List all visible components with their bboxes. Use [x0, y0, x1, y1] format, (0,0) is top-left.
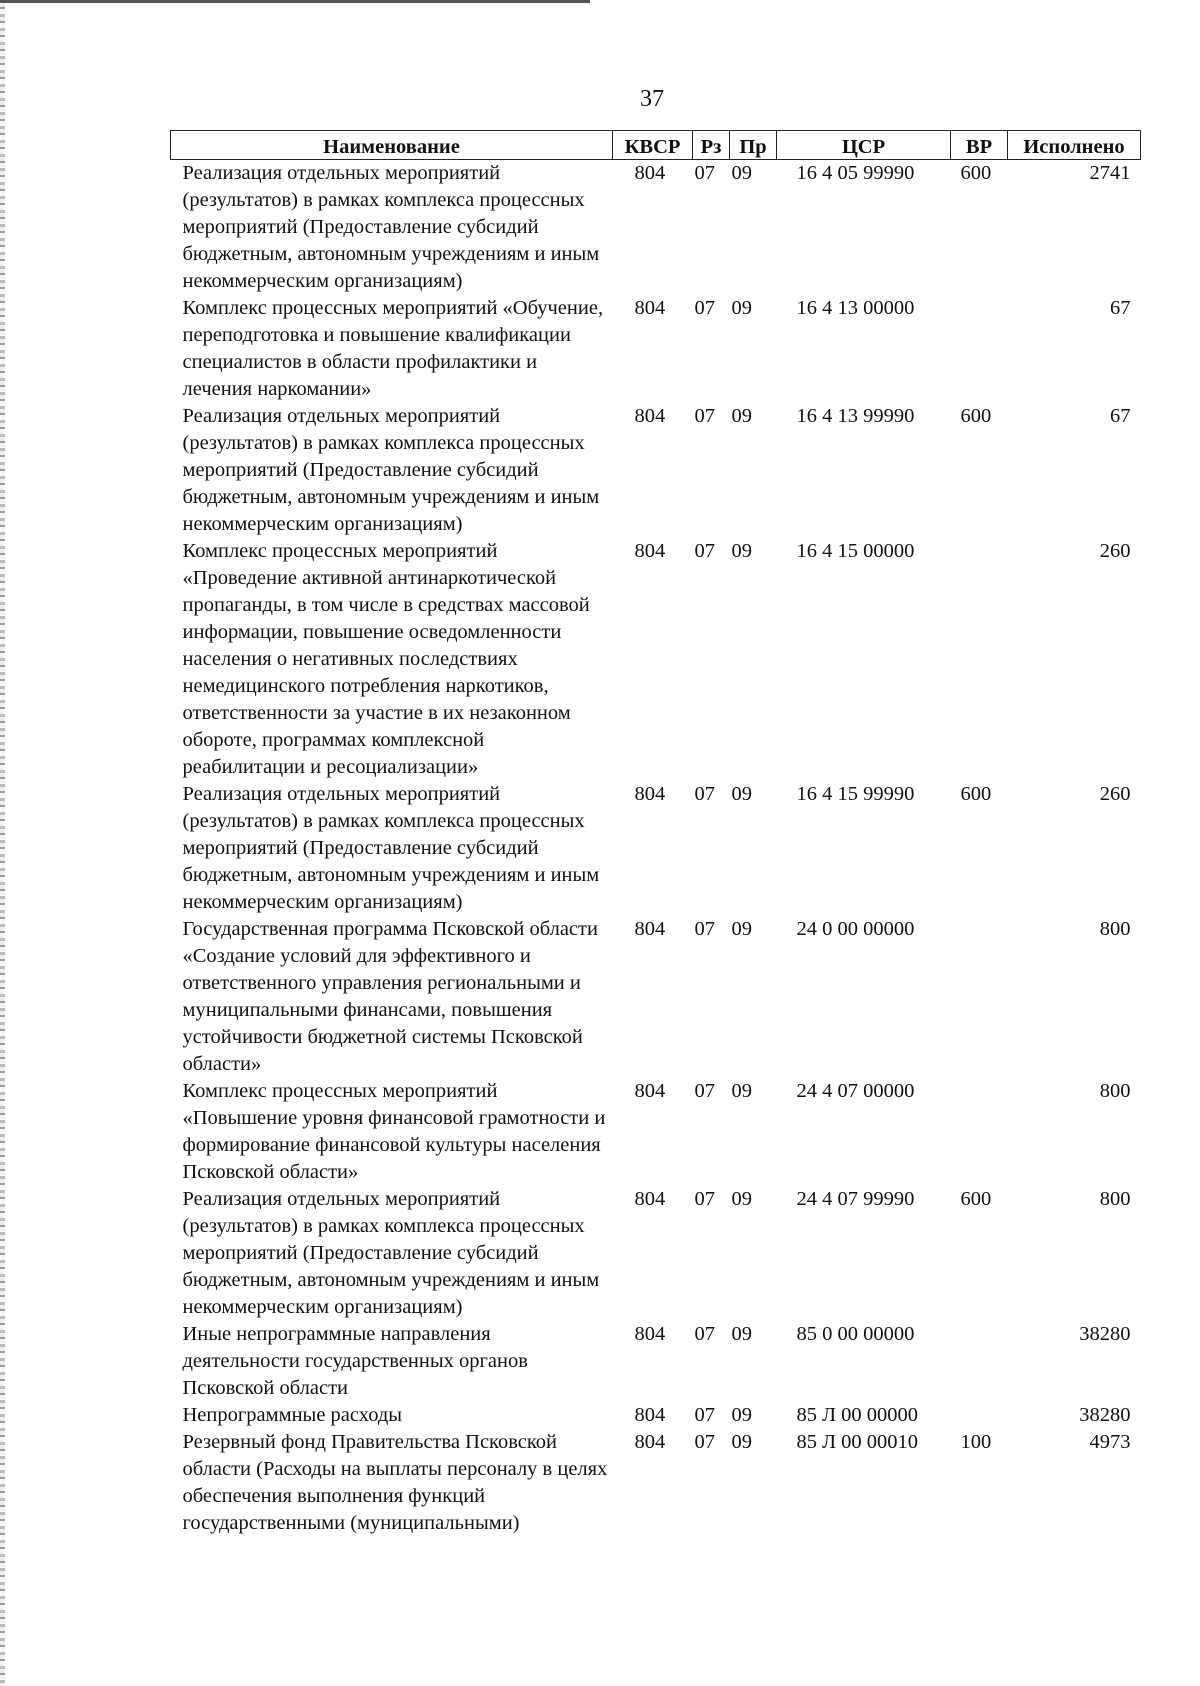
table-row	[171, 160, 1141, 296]
row-rz: 07	[694, 918, 715, 940]
row-csr: 16 4 05 99990	[796, 162, 915, 184]
row-name: Иные непрограммные направления деятельности государственных органов Псковской области	[182, 1323, 528, 1399]
row-pr: 09	[731, 405, 752, 427]
row-rz: 07	[694, 1323, 715, 1345]
row-csr: 16 4 15 99990	[796, 783, 915, 805]
row-executed: 38280	[1079, 1404, 1131, 1426]
row-name: Комплекс процессных мероприятий «Обучение, переподготовка и повышение квалификации специалистов в области профилактики и лечения наркомании»	[182, 297, 604, 400]
row-pr: 09	[731, 162, 752, 184]
row-vr: 600	[960, 162, 992, 184]
row-pr: 09	[731, 783, 752, 805]
row-executed: 67	[1110, 405, 1131, 427]
row-kvsr: 804	[634, 783, 666, 805]
row-vr: 600	[960, 405, 992, 427]
row-rz: 07	[694, 1188, 715, 1210]
page-number: 37	[640, 86, 664, 112]
row-pr: 09	[731, 297, 752, 319]
row-rz: 07	[694, 1431, 715, 1453]
header-rz: Рз	[693, 131, 730, 160]
row-vr	[951, 1321, 1008, 1402]
row-pr: 09	[731, 1404, 752, 1426]
row-rz: 07	[694, 783, 715, 805]
header-kvsr: КВСР	[613, 131, 693, 160]
row-kvsr: 804	[634, 1188, 666, 1210]
budget-table	[170, 130, 1141, 1537]
row-csr: 85 Л 00 00000	[796, 1404, 919, 1426]
row-pr: 09	[731, 918, 752, 940]
header-name: Наименование	[171, 131, 613, 160]
row-kvsr: 804	[634, 1404, 666, 1426]
row-rz: 07	[694, 540, 715, 562]
row-kvsr: 804	[634, 1431, 666, 1453]
row-name: Реализация отдельных мероприятий (результатов) в рамках комплекса процессных мероприятий (Предоставление субсидий бюджетным, автономным учреждениям и иным некоммерческим организациям)	[182, 162, 600, 292]
row-executed: 800	[1099, 918, 1131, 940]
row-executed: 4973	[1089, 1431, 1131, 1453]
row-csr: 85 0 00 00000	[796, 1323, 915, 1345]
table-row	[171, 1429, 1141, 1537]
row-name: Непрограммные расходы	[182, 1404, 403, 1426]
table-row	[171, 1321, 1141, 1402]
row-executed: 38280	[1079, 1323, 1131, 1345]
row-kvsr: 804	[634, 540, 666, 562]
row-rz: 07	[694, 1404, 715, 1426]
row-vr	[951, 916, 1008, 1078]
table-row	[171, 538, 1141, 781]
row-name: Реализация отдельных мероприятий (результатов) в рамках комплекса процессных мероприятий (Предоставление субсидий бюджетным, автономным учреждениям и иным некоммерческим организациям)	[182, 1188, 600, 1318]
row-csr: 85 Л 00 00010	[796, 1431, 919, 1453]
row-vr: 100	[960, 1431, 992, 1453]
row-executed: 800	[1099, 1188, 1131, 1210]
row-name: Комплекс процессных мероприятий «Проведение активной антинаркотической пропаганды, в том числе в средствах массовой информации, повышение осведомленности населения о негативных последствиях немедицинского потребления наркотиков, ответственности за участие в их незаконном обороте, программах комплексной реабилитации и ресоциализации»	[182, 540, 590, 778]
row-vr	[951, 295, 1008, 403]
row-executed: 800	[1099, 1080, 1131, 1102]
row-name: Резервный фонд Правительства Псковской области (Расходы на выплаты персоналу в целях обеспечения выполнения функций государственными (муниципальными)	[182, 1431, 608, 1534]
row-name: Комплекс процессных мероприятий «Повышение уровня финансовой грамотности и формирование финансовой культуры населения Псковской области»	[182, 1080, 606, 1183]
table-header-row	[171, 131, 1141, 160]
table-row	[171, 781, 1141, 916]
row-vr: 600	[960, 1188, 992, 1210]
header-vr: ВР	[951, 131, 1008, 160]
row-csr: 16 4 15 00000	[796, 540, 915, 562]
row-vr: 600	[960, 783, 992, 805]
row-rz: 07	[694, 1080, 715, 1102]
header-executed: Исполнено	[1008, 131, 1141, 160]
row-vr	[951, 1078, 1008, 1186]
row-kvsr: 804	[634, 297, 666, 319]
row-kvsr: 804	[634, 162, 666, 184]
row-vr	[951, 1402, 1008, 1429]
row-csr: 24 0 00 00000	[796, 918, 915, 940]
header-pr: Пр	[730, 131, 777, 160]
row-vr	[951, 538, 1008, 781]
row-rz: 07	[694, 405, 715, 427]
row-kvsr: 804	[634, 405, 666, 427]
row-csr: 16 4 13 99990	[796, 405, 915, 427]
scan-edge	[0, 0, 5, 1686]
row-name: Государственная программа Псковской области «Создание условий для эффективного и ответственного управления региональными и муниципальными финансами, повышения устойчивости бюджетной системы Псковской области»	[182, 918, 598, 1075]
header-csr: ЦСР	[777, 131, 951, 160]
row-csr: 16 4 13 00000	[796, 297, 915, 319]
row-executed: 67	[1110, 297, 1131, 319]
row-rz: 07	[694, 162, 715, 184]
row-name: Реализация отдельных мероприятий (результатов) в рамках комплекса процессных мероприятий (Предоставление субсидий бюджетным, автономным учреждениям и иным некоммерческим организациям)	[182, 783, 600, 913]
row-pr: 09	[731, 1431, 752, 1453]
row-executed: 2741	[1089, 162, 1131, 184]
row-executed: 260	[1099, 540, 1131, 562]
table-row	[171, 295, 1141, 403]
table-row	[171, 1186, 1141, 1321]
table-row	[171, 1402, 1141, 1429]
row-rz: 07	[694, 297, 715, 319]
row-kvsr: 804	[634, 1323, 666, 1345]
row-csr: 24 4 07 00000	[796, 1080, 915, 1102]
row-csr: 24 4 07 99990	[796, 1188, 915, 1210]
row-pr: 09	[731, 540, 752, 562]
row-kvsr: 804	[634, 1080, 666, 1102]
top-rule	[0, 0, 590, 3]
row-pr: 09	[731, 1323, 752, 1345]
row-kvsr: 804	[634, 918, 666, 940]
table-row	[171, 403, 1141, 538]
table-body	[171, 160, 1141, 1538]
table-row	[171, 1078, 1141, 1186]
table-row	[171, 916, 1141, 1078]
row-pr: 09	[731, 1188, 752, 1210]
row-name: Реализация отдельных мероприятий (результатов) в рамках комплекса процессных мероприятий (Предоставление субсидий бюджетным, автономным учреждениям и иным некоммерческим организациям)	[182, 405, 600, 535]
row-executed: 260	[1099, 783, 1131, 805]
row-pr: 09	[731, 1080, 752, 1102]
